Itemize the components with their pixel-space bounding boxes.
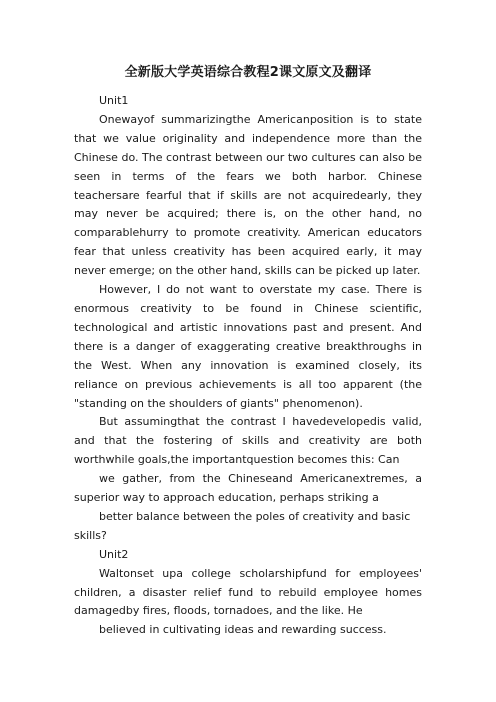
- unit2-paragraph-2: believed in cultivating ideas and rewarding success.: [99, 623, 387, 637]
- unit1-paragraph-2: However, I do not want to overstate my case. There is enormous creativity to be found in Chinese scientific, technological and artistic innovations past and present. And there is a danger of exaggerating creative breakthroughs in the West. When any innovation is examined closely, its reliance on previous achievements is all too apparent (the "standing on the shoulders of giants" phenomenon).: [74, 283, 422, 410]
- unit2-paragraph-1: Waltonset upa college scholarshipfund for employees' children, a disaster relief fund to rebuild employee homes damagedby fires, floods, tornadoes, and the like. He: [74, 566, 422, 618]
- unit2-heading: Unit2: [99, 547, 129, 561]
- unit1-paragraph-5: better balance between the poles of creativity and basic skills?: [74, 509, 411, 542]
- unit1-paragraph-4: we gather, from the Chineseand Americanextremes, a superior way to approach education, perhaps striking a: [74, 472, 422, 505]
- unit1-paragraph-3: But assumingthat the contrast I havedevelopedis valid, and that the fostering of skills and creativity are both worthwhile goals,the importantquestion becomes this: Can: [74, 415, 422, 467]
- unit1-paragraph-1: Onewayof summarizingthe Americanposition is to state that we value originality and independence more than the Chinese do. The contrast between our two cultures can also be seen in terms of the fears we both harbor. Chinese teachersare fearful that if skills are not acquiredearly, they may never be acquired; there is, on the other hand, no comparablehurry to promote creativity. American educators fear that unless creativity has been acquired early, it may never emerge; on the other hand, skills can be picked up later.: [74, 112, 422, 278]
- unit1-heading: Unit1: [99, 94, 129, 107]
- document-body: [74, 92, 422, 640]
- document-title: 全新版大学英语综合教程2课文原文及翻译: [124, 65, 372, 80]
